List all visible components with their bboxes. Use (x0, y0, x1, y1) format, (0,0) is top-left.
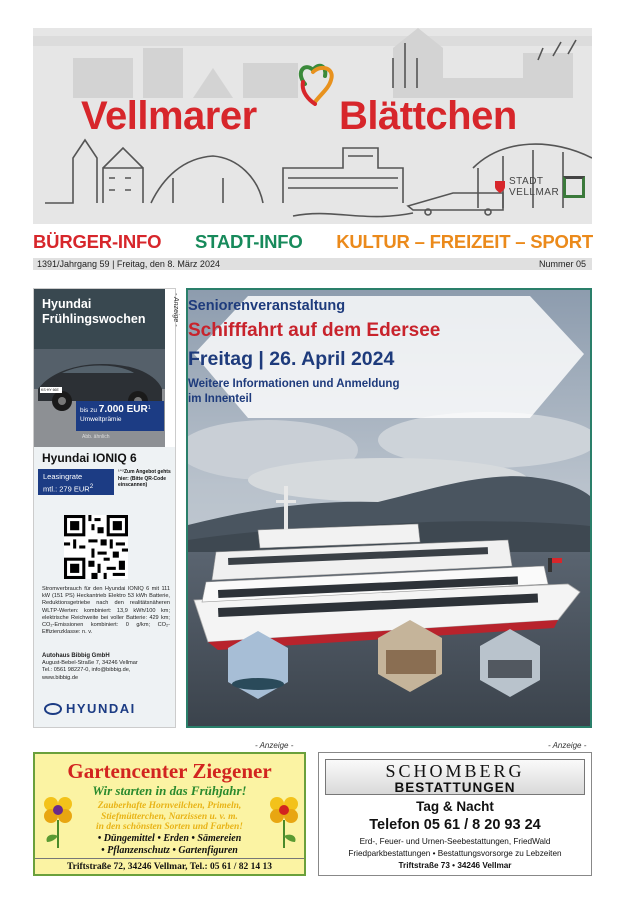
title-vellmarer: Vellmarer (81, 94, 257, 138)
hyundai-title-line1: Hyundai (42, 297, 92, 311)
issue-number: Nummer 05 (538, 259, 586, 269)
hyundai-advertisement (33, 288, 179, 728)
schomberg-header (325, 759, 585, 795)
garden-plants-text (79, 801, 260, 833)
dealer-contact: Tel.: 0561 98227-0, info@bibbig.de, (42, 667, 131, 674)
badge-label: Umweltprämie (80, 416, 122, 424)
consumption-info: Stromverbrauch für den Hyundai IONIQ 6 mit 111 kW (151 PS) Heckantrieb Elektro 53 kWh Batterie, Reduktionsgetriebe nach den realitätsnäheren WLTP-Werten: kombiniert: 13,9 kWh/100 km; elektrische Reichweite bei voller Batterie: 429 km; CO₂-Emissionen kombiniert: 0 g/km; CO₂-Effizienzklasse: n. v. (42, 586, 170, 636)
lease-label: Leasingrate (43, 472, 83, 481)
schomberg-services-line1: Erd-, Feuer- und Urnen-Seebestattungen, FriedWald (359, 837, 551, 846)
qr-offer-note: ¹⁺²Zum Angebot gehts hier: (Bitte QR-Code einscannen) (118, 469, 171, 488)
issue-info-bar (33, 258, 592, 270)
hyundai-ad-title (42, 297, 145, 327)
dealer-name: Autohaus Bibbig GmbH (42, 653, 110, 659)
qr-code-icon[interactable] (64, 515, 128, 579)
anzeige-label-garden: - Anzeige - (255, 741, 294, 750)
badge-amount: 7.000 EUR (98, 404, 148, 416)
stadt-vellmar-text (509, 176, 559, 198)
feature-date: Freitag | 26. April 2024 (188, 348, 395, 370)
hearts-logo-icon (295, 62, 339, 106)
garden-list1: • Düngemittel • Erden • Sämereien (97, 833, 242, 844)
hyundai-side-strip (165, 289, 179, 447)
badge-prefix: bis zu (80, 407, 97, 415)
license-plate: KS·HY 66E (41, 388, 59, 392)
masthead (33, 28, 592, 224)
dealer-address: August-Bebel-Straße 7, 34246 Vellmar (42, 660, 138, 667)
feature-info-line2: im Innenteil (188, 393, 252, 405)
anzeige-label-schomberg: - Anzeige - (548, 741, 587, 750)
schomberg-advertisement (318, 752, 592, 876)
title-blaettchen: Blättchen (339, 94, 517, 138)
anzeige-label: - Anzeige - (172, 293, 179, 327)
schomberg-tag: Tag & Nacht (416, 799, 494, 814)
tag-kultur-freizeit-sport: KULTUR – FREIZEIT – SPORT (336, 231, 593, 252)
dealer-info (42, 653, 170, 682)
dealer-website[interactable]: www.bibbig.de (42, 674, 79, 681)
stadt-line: STADT (509, 176, 544, 187)
image-similar-note: Abb. ähnlich (82, 434, 110, 440)
coat-of-arms-icon (495, 181, 505, 193)
garden-line1: Zauberhafte Hornveilchen, Primeln, (97, 801, 242, 811)
feature-title: Schifffahrt auf dem Edersee (188, 320, 441, 341)
schomberg-address: Triftstraße 73 • 34246 Vellmar (398, 861, 512, 870)
issue-details: 1391/Jahrgang 59 | Freitag, den 8. März 2024 (37, 259, 220, 269)
gartencenter-advertisement (33, 752, 306, 876)
tag-buerger-info: BÜRGER-INFO (33, 231, 162, 252)
schomberg-name: SCHOMBERG (385, 761, 525, 781)
feature-info-line1: Weitere Informationen und Anmeldung (188, 378, 400, 390)
garden-title: Gartencenter Ziegener (67, 759, 272, 783)
schomberg-subtitle: BESTATTUNGEN (394, 780, 516, 795)
garden-products-list (79, 833, 260, 856)
phone-label: Telefon (369, 817, 420, 833)
hyundai-emblem-icon (44, 703, 62, 715)
garden-line2: Stiefmütterchen, Narzissen u. v. m. (101, 811, 238, 822)
badge-sup: 1 (147, 405, 151, 411)
hyundai-title-line2: Frühlingswochen (42, 312, 146, 326)
schomberg-services-line2: Friedparkbestattungen • Bestattungsvorsorge zu Lebzeiten (348, 849, 562, 858)
tagline (33, 231, 593, 253)
lease-sup: 2 (89, 483, 94, 490)
stadt-vellmar-logo (495, 176, 585, 198)
garden-line3: in den schönsten Sorten und Farben! (95, 822, 244, 832)
lease-amount: mtl.: 279 EUR (43, 484, 90, 494)
schomberg-phone (319, 817, 591, 833)
umweltpraemie-badge (76, 401, 164, 431)
flower-icon (267, 792, 301, 848)
tag-stadt-info: STADT-INFO (194, 231, 303, 252)
hyundai-ad-photo (34, 289, 167, 447)
stadt-box-icon (563, 176, 585, 198)
garden-list2: • Pflanzenschutz • Gartenfiguren (101, 844, 238, 856)
leasing-rate-box (38, 469, 114, 495)
phone-number: 05 61 / 8 20 93 24 (423, 817, 541, 833)
hyundai-model-name: Hyundai IONIQ 6 (42, 451, 137, 465)
hyundai-logo (44, 701, 136, 716)
garden-address: Triftstraße 72, 34246 Vellmar, Tel.: 05 61 / 82 14 13 (35, 858, 304, 874)
edersee-feature-panel (186, 288, 592, 728)
feature-subtitle: Seniorenveranstaltung (188, 298, 346, 314)
vellmar-line: VELLMAR (509, 187, 560, 198)
flower-icon (41, 792, 75, 848)
garden-subtitle: Wir starten in das Frühjahr! (92, 783, 247, 798)
hyundai-wordmark: HYUNDAI (66, 701, 136, 716)
